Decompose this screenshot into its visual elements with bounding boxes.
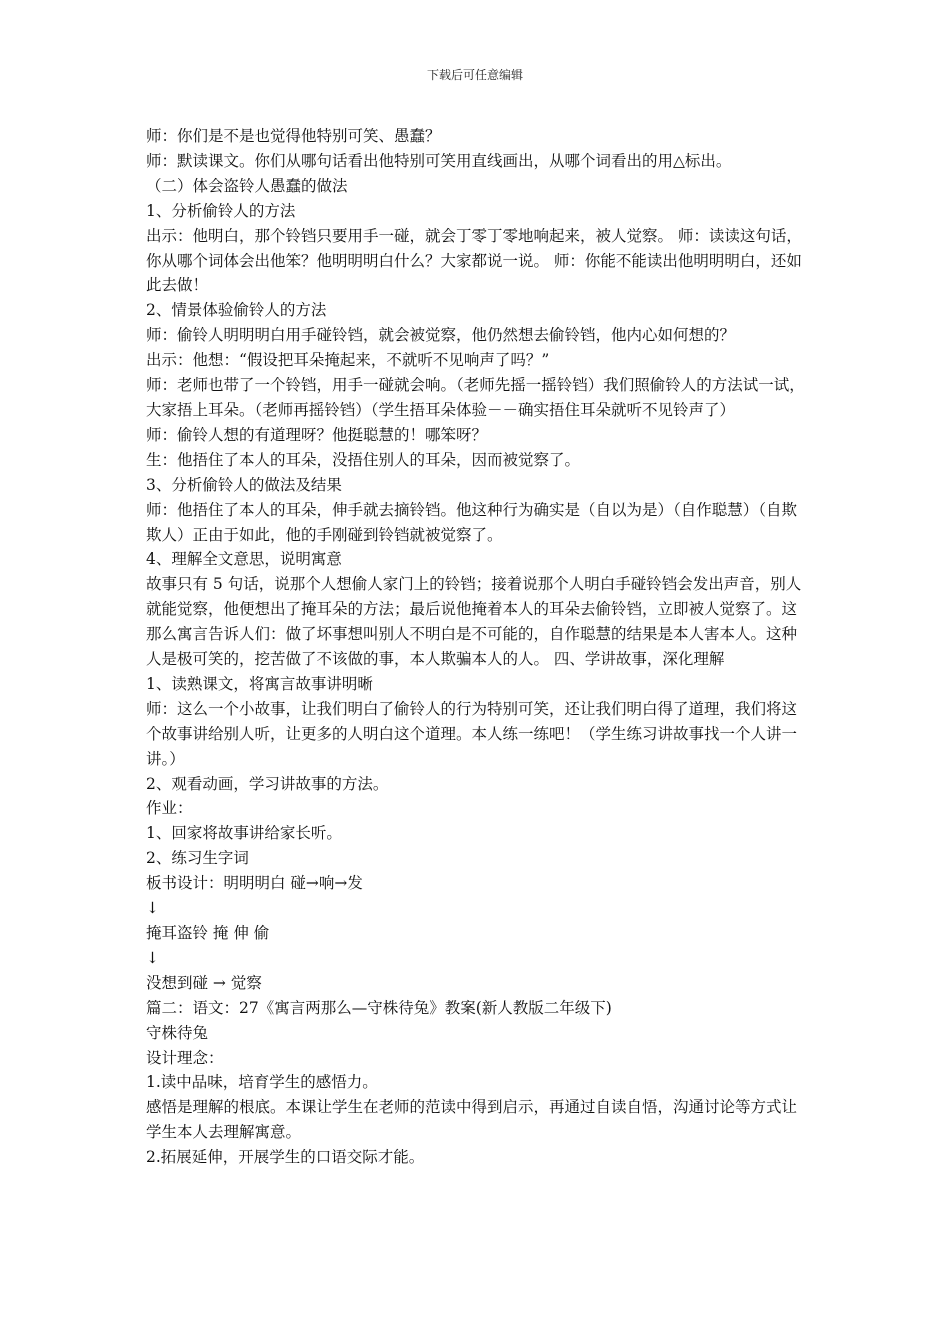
paragraph: 作业： <box>146 799 193 818</box>
paragraph: 师：偷铃人明明明白用手碰铃铛，就会被觉察，他仍然想去偷铃铛，他内心如何想的？ <box>146 326 736 345</box>
paragraph: 设计理念： <box>146 1048 224 1067</box>
section-heading: 篇二：语文：27《寓言两那么—守株待兔》教案(新人教版二年级下) <box>146 998 612 1017</box>
board-design: 板书设计：明明明白 碰→响→发 <box>146 874 363 893</box>
board-design: 掩耳盗铃 掩 伸 偷 <box>146 924 270 942</box>
board-design: 没想到碰 → 觉察 <box>146 973 262 992</box>
paragraph: 生：他捂住了本人的耳朵，没捂住别人的耳朵，因而被觉察了。 <box>146 450 581 469</box>
paragraph: 师：老师也带了一个铃铛，用手一碰就会响。（老师先摇一摇铃铛）我们照偷铃人的方法试一试，大家捂上耳朵。（老师再摇铃铛）（学生捂耳朵体验－－确实捂住耳朵就听不见铃声了） <box>146 376 805 419</box>
paragraph: 1.读中品味，培育学生的感悟力。 <box>146 1073 378 1092</box>
paragraph: 感悟是理解的根底。本课让学生在老师的范读中得到启示，再通过自读自悟，沟通讨论等方式让学生本人去理解寓意。 <box>146 1098 798 1142</box>
paragraph: 师：默读课文。你们从哪句话看出他特别可笑用直线画出，从哪个词看出的用△标出。 <box>146 151 732 170</box>
paragraph: 2、练习生字词 <box>146 849 249 868</box>
subheading: 1、读熟课文，将寓言故事讲明晰 <box>146 674 373 693</box>
paragraph: 师：他捂住了本人的耳朵，伸手就去摘铃铛。他这种行为确实是（自以为是）（自作聪慧）（自欺欺人）正由于如此，他的手刚碰到铃铛就被觉察了。 <box>146 500 798 544</box>
down-arrow: ↓ <box>146 899 159 918</box>
section-heading: （二）体会盗铃人愚蠢的做法 <box>146 176 348 195</box>
subheading: 2、情景体验偷铃人的方法 <box>146 301 327 320</box>
page-header: 下载后可任意编辑 <box>426 68 523 82</box>
paragraph: 守株待兔 <box>146 1023 209 1042</box>
down-arrow: ↓ <box>146 948 159 967</box>
paragraph: 2、观看动画，学习讲故事的方法。 <box>146 774 389 793</box>
subheading: 3、分析偷铃人的做法及结果 <box>146 475 342 494</box>
subheading: 1、分析偷铃人的方法 <box>146 201 296 220</box>
paragraph: 师：这么一个小故事，让我们明白了偷铃人的行为特别可笑，还让我们明白得了道理，我们将这个故事讲给别人听，让更多的人明白这个道理。本人练一练吧！（学生练习讲故事找一个人讲一讲。） <box>146 699 798 768</box>
paragraph: 故事只有 5 句话，说那个人想偷人家门上的铃铛；接着说那个人明白手碰铃铛会发出声音，别人就能觉察，他便想出了掩耳朵的方法；最后说他掩着本人的耳朵去偷铃铛，立即被人觉察了。这那么寓言告诉人们：做了坏事想叫别人不明白是不可能的，自作聪慧的结果是本人害本人。这种人是极可笑的，挖苦做了不该做的事，本人欺骗本人的人。 四、学讲故事，深化理解 <box>146 575 802 669</box>
paragraph: 师：偷铃人想的有道理呀？他挺聪慧的！哪笨呀？ <box>146 425 488 444</box>
paragraph: 1、回家将故事讲给家长听。 <box>146 824 342 843</box>
paragraph: 出示：他想：“假设把耳朵掩起来，不就听不见响声了吗？” <box>146 351 550 370</box>
paragraph: 2.拓展延伸，开展学生的口语交际才能。 <box>146 1148 425 1167</box>
subheading: 4、理解全文意思，说明寓意 <box>146 550 342 569</box>
document-body <box>146 124 812 1170</box>
paragraph: 师：你们是不是也觉得他特别可笑、愚蠢？ <box>146 127 441 145</box>
paragraph: 出示：他明白，那个铃铛只要用手一碰，就会丁零丁零地响起来，被人觉察。 师：读读这句话，你从哪个词体会出他笨？他明明明白什么？大家都说一说。 师：你能不能读出他明明明白，还如此去做！ <box>146 226 802 295</box>
